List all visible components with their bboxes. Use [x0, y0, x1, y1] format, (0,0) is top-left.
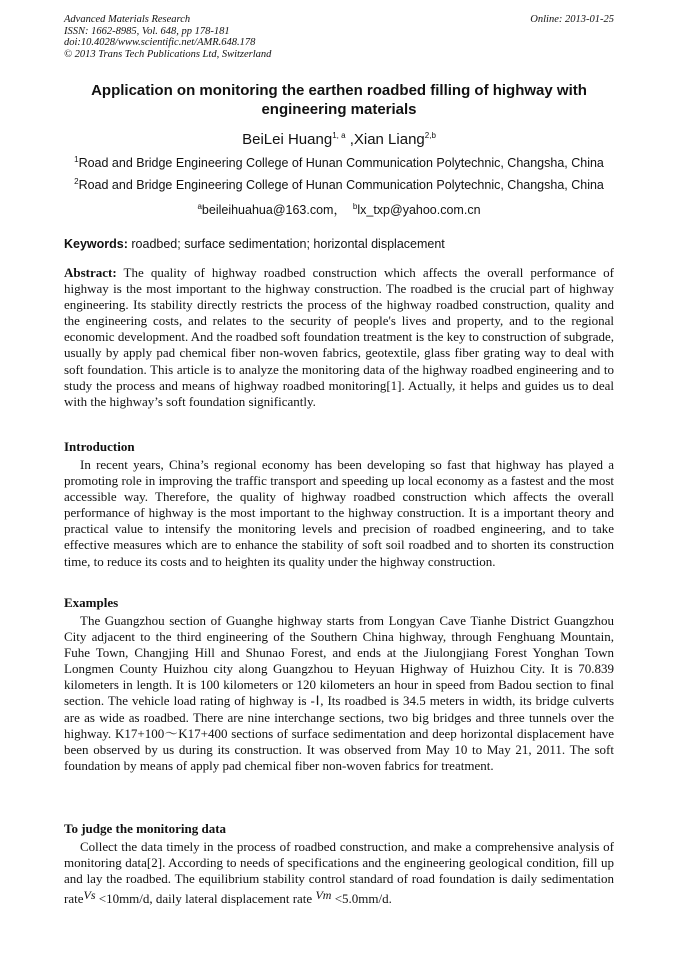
abstract-label: Abstract: [64, 265, 117, 280]
email[interactable]: beileihuahua@163.com， [201, 203, 346, 217]
variable-vm: Vm [315, 888, 332, 903]
affiliation-text: Road and Bridge Engineering College of Hunan Communication Polytechnic, Changsha, China [78, 178, 604, 192]
abstract [64, 265, 614, 410]
affiliation-sup: 2 [74, 176, 79, 186]
affiliation [64, 178, 614, 192]
journal-name: Advanced Materials Research [64, 14, 191, 25]
keywords-label: Keywords: [64, 237, 128, 251]
section-heading: Introduction [64, 439, 135, 454]
section-heading: Examples [64, 595, 119, 610]
keywords [64, 237, 614, 251]
section-paragraph: The Guangzhou section of Guanghe highway starts from Longyan Cave Tianhe District Guangzhou City adjacent to the third engineering of the Southern China highway, through Fenghuang Mountain, Fuhe Town, Changjing Hill and Shunao Forest, and ends at the Jiulongjiang Forest Yonghan Town Longmen County Huizhou city along Guangzhou to Heyuan Highway of Huizhou City. It is 70.839 kilometers in length. It is 100 kilometers or 120 kilometers an hour in speed from Badou section to final section. The vehicle load rating of highway is -Ⅰ, Its roadbed is 34.5 meters in width, its bridge culverts are as wide as roadbed. There are nine interchange sections, two big bridges and three tunnels over the highway. K17+100～K17+400 sections of surface sedimentation and deep horizontal displacement have been observed by us during its construction. It was observed from May 10 to May 21, 2011. The soft foundation by means of apply pad chemical fiber non-woven fabrics for treatment. [64, 613, 614, 773]
doi: doi:10.4028/www.scientific.net/AMR.648.178 [64, 37, 256, 48]
section-paragraph: In recent years, China’s regional economy has been developing so fast that highway has played a promoting role in improving the traffic transport and speeding up local economy as a fastest and the most accessible way. Therefore, the quality of highway roadbed construction which affects the overall performance of highway is the most important to the highway construction. It is a important theory and practical value to intensify the monitoring levels and precision of roadbed engineering, and to take effective measures which are to enhance the stability of soft soil roadbed and to shorten its construction time, to reduce its costs and to heighten its quality under the highway construction. [64, 457, 614, 569]
paragraph-text: <10mm/d, daily lateral displacement rate [95, 891, 316, 907]
copyright: © 2013 Trans Tech Publications Ltd, Switzerland [64, 48, 272, 60]
email-sup: a [197, 201, 202, 211]
email[interactable]: lx_txp@yahoo.com.cn [357, 203, 481, 217]
section-heading: To judge the monitoring data [64, 821, 227, 836]
affiliation-text: Road and Bridge Engineering College of Hunan Communication Polytechnic, Changsha, China [78, 156, 604, 170]
paragraph-text: <5.0mm/d. [331, 891, 392, 907]
variable-vs: Vs [83, 888, 96, 903]
author-sup: 1, a [332, 131, 346, 140]
email-sup: b [352, 201, 358, 211]
emails [64, 200, 614, 218]
paper-title: Application on monitoring the earthen roadbed filling of highway with engineering materials [91, 82, 587, 118]
author-name: ,Xian Liang [349, 131, 425, 148]
author-name: BeiLei Huang [242, 131, 333, 148]
author-sup: 2,b [424, 131, 436, 140]
online-date: Online: 2013-01-25 [530, 14, 614, 25]
paragraph-text: Collect the data timely in the process of roadbed construction, and make a comprehensive analysis of monitoring data[2]. According to needs of specifications and the engineering geological condition, fill up and lay the roadbed. The equilibrium stability control standard of road foundation is daily sedimentation rate [64, 839, 614, 907]
abstract-text: The quality of highway roadbed construction which affects the overall performance of highway is the most important to the highway construction. The roadbed is the crucial part of highway engineering. Its stability directly restricts the process of the highway roadbed construction, quality and the engineering costs, and relates to the security of people's lives and property, and to the regional economic development. And the roadbed soft foundation treatment is the key to construction of subgrade, usually by apply pad chemical fiber non-woven fabrics, geotextile, glass fiber grating way to deal with soft foundation. This article is to analyze the monitoring data of the highway roadbed engineering and to study the process and means of highway roadbed monitoring[1]. Actually, it helps and guides us to deal with the highway’s soft foundation significantly. [64, 265, 614, 409]
affiliation-sup: 1 [74, 154, 79, 164]
keywords-text: roadbed; surface sedimentation; horizontal displacement [127, 237, 445, 251]
issn: ISSN: 1662-8985, Vol. 648, pp 178-181 [64, 25, 230, 37]
section-paragraph [64, 839, 614, 907]
journal-info [64, 14, 271, 60]
affiliation [64, 156, 614, 170]
authors [64, 131, 614, 148]
